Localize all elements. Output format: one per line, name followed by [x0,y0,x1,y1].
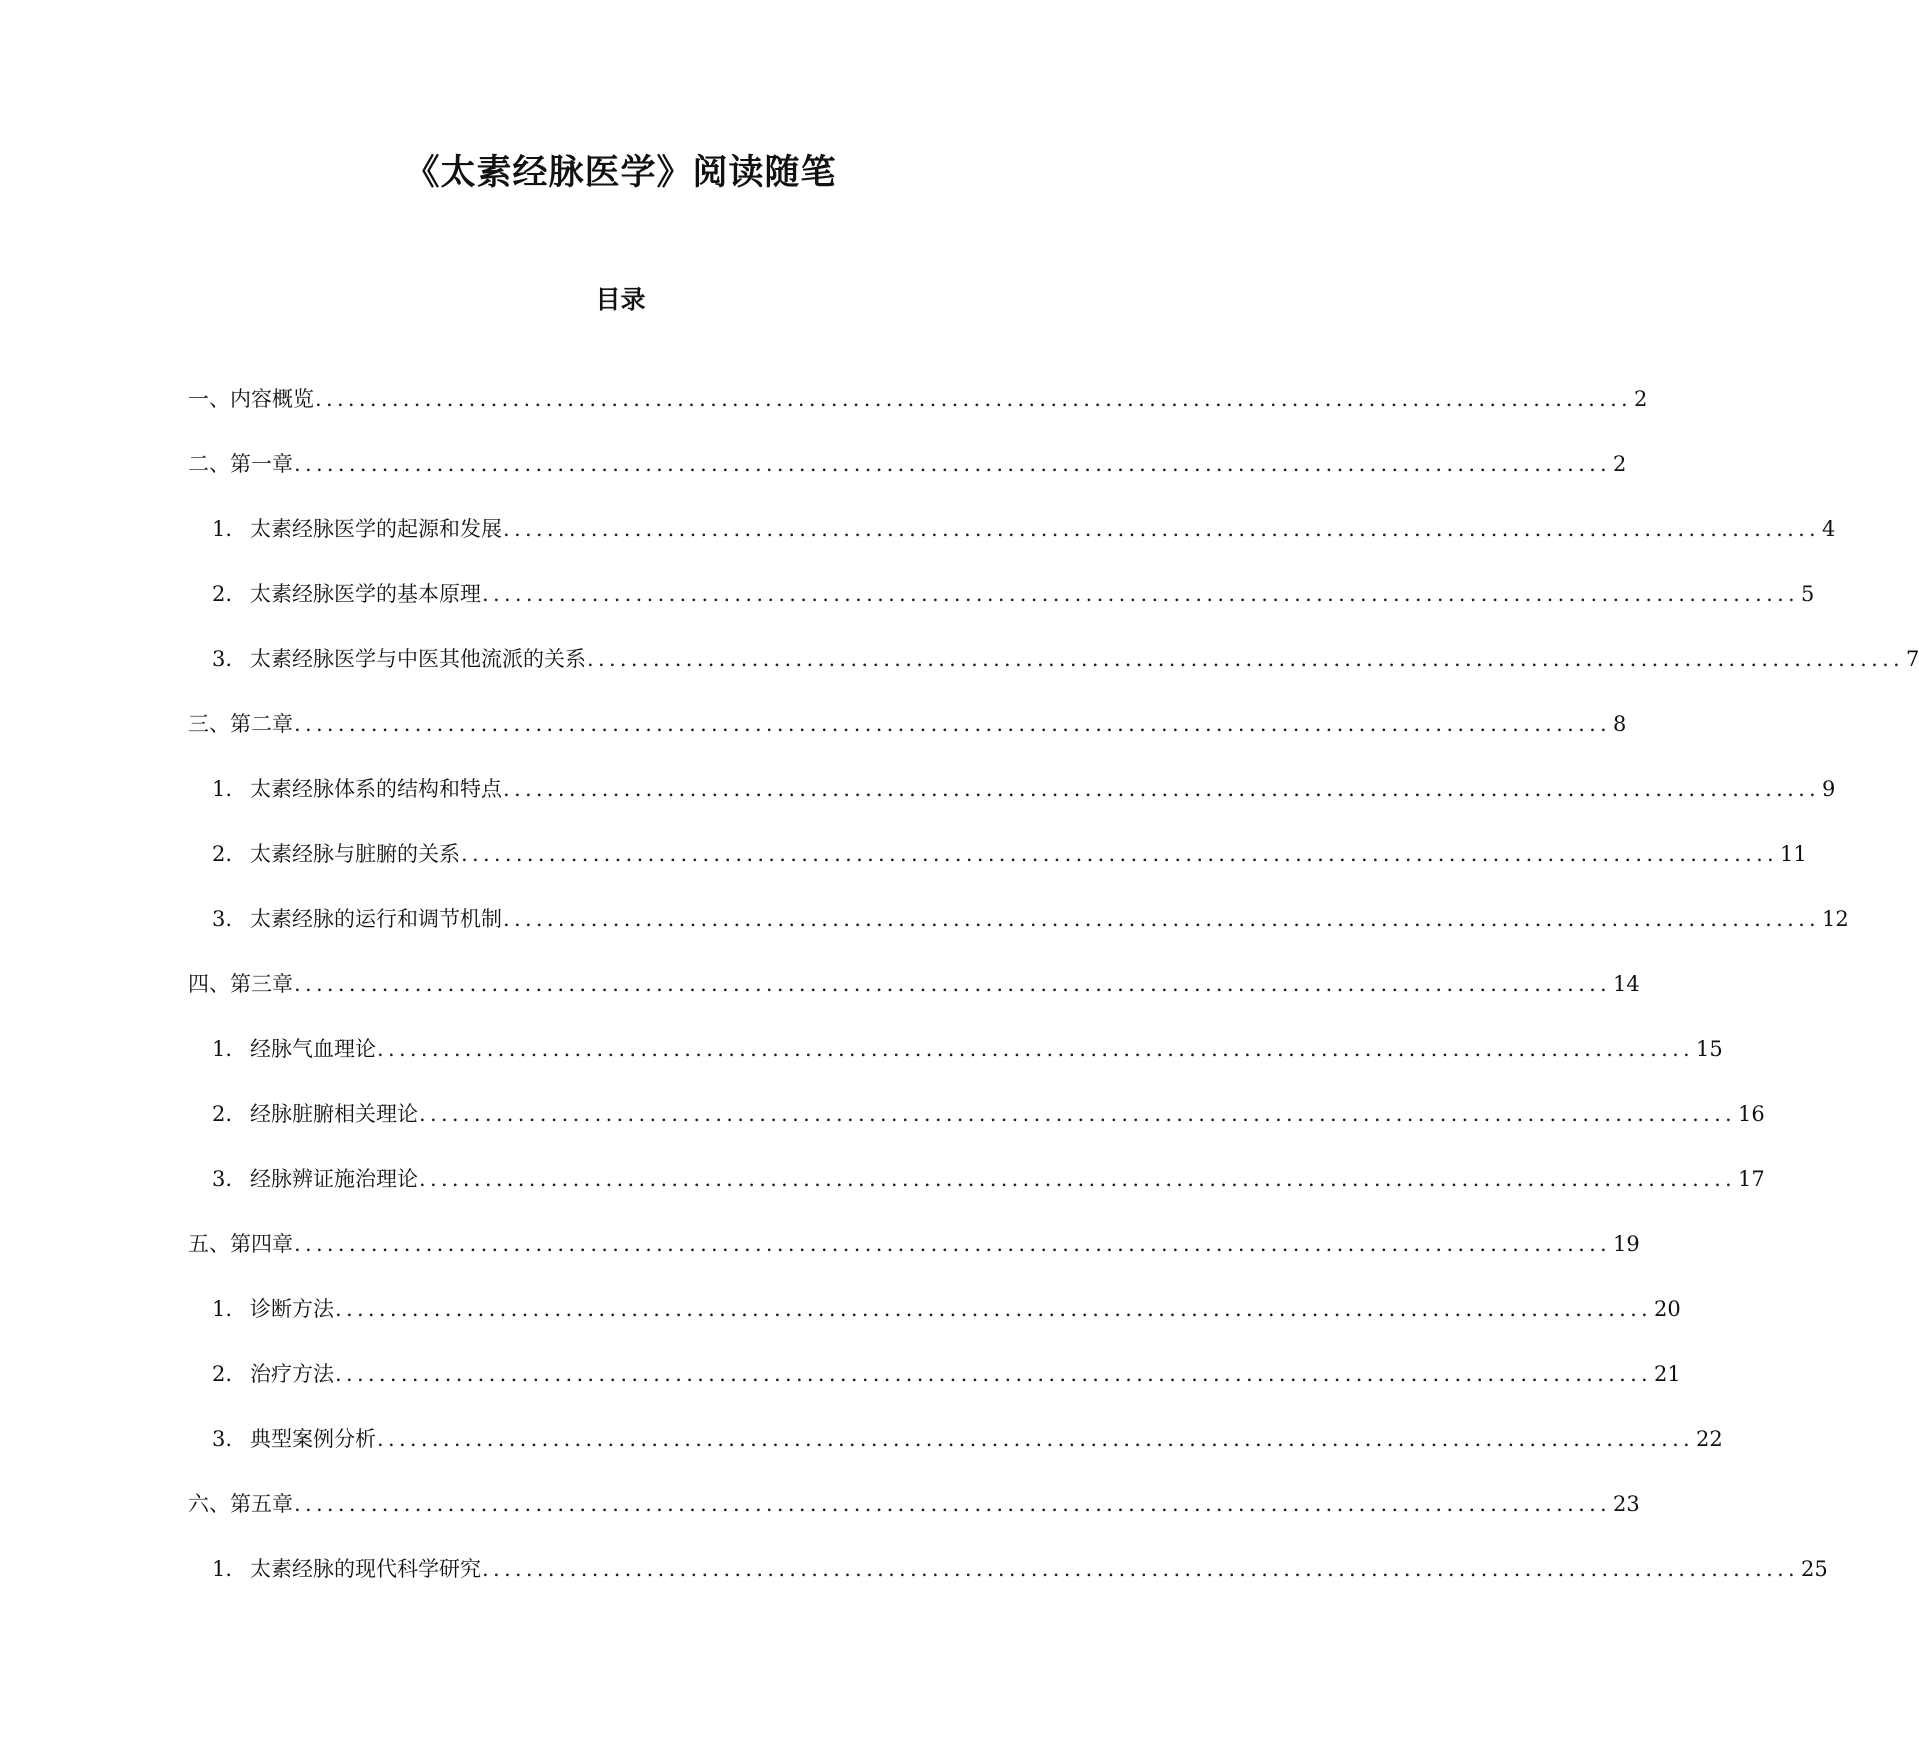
toc-entry-label: 经脉脏腑相关理论 [250,1102,418,1126]
toc-entry-label: 太素经脉与脏腑的关系 [250,842,460,866]
toc-subentry[interactable] [212,1097,1765,1162]
toc-entry-label: 四、第三章 [188,972,293,996]
toc-heading: 目录 [595,285,646,314]
toc-subentry[interactable] [212,512,1836,577]
toc-entry-page: 2 [1613,452,1627,476]
toc-entry-page: 20 [1654,1297,1681,1321]
toc-subentry[interactable] [212,772,1836,837]
toc-entry[interactable] [188,382,1648,447]
toc-entry-page: 5 [1801,582,1815,606]
toc-entry-number: 2. [212,842,233,866]
toc-entry-number: 1. [212,1557,233,1581]
toc-dot-leader: ........................................................................................................................ [294,1492,1612,1516]
toc-dot-leader: ........................................................................................................................ [294,1232,1612,1256]
toc-dot-leader: ........................................................................................................................ [587,647,1905,671]
toc-entry[interactable] [188,707,1627,772]
toc-entry-page: 23 [1613,1492,1640,1516]
toc-entry[interactable] [188,1487,1640,1552]
toc-entry-label: 太素经脉医学与中医其他流派的关系 [250,647,586,671]
toc-entry-page: 15 [1696,1037,1723,1061]
toc-entry-number: 2. [212,582,233,606]
toc-entry-page: 19 [1613,1232,1640,1256]
toc-subentry[interactable] [212,1032,1723,1097]
toc-entry-number: 3. [212,1427,233,1451]
toc-entry-number: 3. [212,907,233,931]
toc-entry[interactable] [188,1227,1640,1292]
toc-entry-label: 一、内容概览 [188,387,314,411]
toc-entry-number: 2. [212,1362,233,1386]
toc-dot-leader: ........................................................................................................................ [419,1102,1737,1126]
toc-entry-page: 25 [1801,1557,1828,1581]
toc-subentry[interactable] [212,1552,1828,1617]
toc-entry-page: 4 [1822,517,1836,541]
toc-subentry[interactable] [212,1422,1723,1487]
toc-dot-leader: ........................................................................................................................ [335,1362,1653,1386]
toc-entry-page: 21 [1654,1362,1681,1386]
toc-entry-label: 二、第一章 [188,452,293,476]
toc-entry-page: 12 [1822,907,1849,931]
toc-entry-page: 8 [1613,712,1627,736]
toc-entry-number: 3. [212,1167,233,1191]
toc-entry-number: 1. [212,777,233,801]
document-title: 《太素经脉医学》阅读随笔 [404,153,837,193]
toc-entry-label: 治疗方法 [250,1362,334,1386]
toc-dot-leader: ........................................................................................................................ [377,1427,1695,1451]
toc-dot-leader: ........................................................................................................................ [482,1557,1800,1581]
toc-entry-label: 太素经脉医学的起源和发展 [250,517,502,541]
toc-entry-page: 7 [1906,647,1919,671]
toc-subentry[interactable] [212,837,1807,902]
toc-dot-leader: ........................................................................................................................ [503,907,1821,931]
toc-dot-leader: ........................................................................................................................ [482,582,1800,606]
toc-entry-number: 1. [212,517,233,541]
toc-subentry[interactable] [212,1292,1681,1357]
toc-entry-number: 2. [212,1102,233,1126]
toc-subentry[interactable] [212,902,1849,967]
toc-entry-number: 1. [212,1297,233,1321]
toc-entry-label: 经脉气血理论 [250,1037,376,1061]
toc-entry-page: 16 [1738,1102,1765,1126]
toc-entry-label: 三、第二章 [188,712,293,736]
toc-dot-leader: ........................................................................................................................ [503,517,1821,541]
toc-entry-label: 太素经脉的运行和调节机制 [250,907,502,931]
toc-entry-page: 22 [1696,1427,1723,1451]
toc-entry-page: 11 [1780,842,1807,866]
toc-entry-page: 14 [1613,972,1640,996]
toc-entry[interactable] [188,967,1640,1032]
toc-entry-number: 1. [212,1037,233,1061]
toc-dot-leader: ........................................................................................................................ [315,387,1633,411]
table-of-contents [0,382,1919,1617]
toc-subentry[interactable] [212,577,1815,642]
toc-dot-leader: ........................................................................................................................ [419,1167,1737,1191]
toc-dot-leader: ........................................................................................................................ [294,452,1612,476]
toc-dot-leader: ........................................................................................................................ [335,1297,1653,1321]
toc-subentry[interactable] [212,1357,1681,1422]
toc-subentry[interactable] [212,1162,1765,1227]
toc-entry-label: 诊断方法 [250,1297,334,1321]
toc-entry-label: 太素经脉医学的基本原理 [250,582,481,606]
toc-dot-leader: ........................................................................................................................ [294,972,1612,996]
toc-entry-label: 太素经脉体系的结构和特点 [250,777,502,801]
toc-dot-leader: ........................................................................................................................ [294,712,1612,736]
toc-entry-page: 9 [1822,777,1836,801]
toc-entry-label: 五、第四章 [188,1232,293,1256]
toc-entry[interactable] [188,447,1627,512]
toc-entry-page: 2 [1634,387,1648,411]
toc-dot-leader: ........................................................................................................................ [503,777,1821,801]
toc-entry-page: 17 [1738,1167,1765,1191]
toc-dot-leader: ........................................................................................................................ [377,1037,1695,1061]
toc-entry-number: 3. [212,647,233,671]
toc-entry-label: 太素经脉的现代科学研究 [250,1557,481,1581]
toc-entry-label: 经脉辨证施治理论 [250,1167,418,1191]
toc-entry-label: 六、第五章 [188,1492,293,1516]
toc-subentry[interactable] [212,642,1919,707]
toc-entry-label: 典型案例分析 [250,1427,376,1451]
toc-dot-leader: ........................................................................................................................ [461,842,1779,866]
